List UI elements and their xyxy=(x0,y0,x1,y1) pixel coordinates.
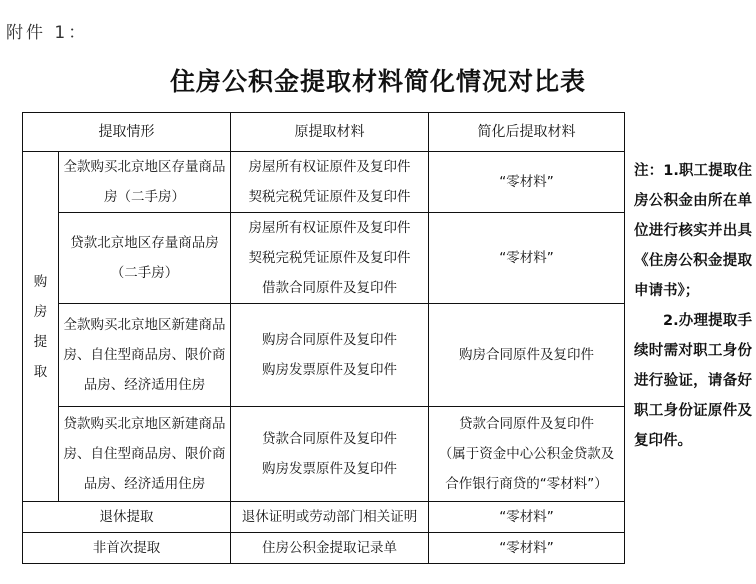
material-line: （属于资金中心公积金贷款及 xyxy=(438,446,615,462)
scenario-cell: 非首次提取 xyxy=(23,533,231,564)
category-purchase xyxy=(23,152,59,502)
original-materials-cell: 退休证明或劳动部门相关证明 xyxy=(231,502,429,533)
scenario-cell: 贷款北京地区存量商品房（二手房） xyxy=(59,213,231,304)
category-purchase-label xyxy=(23,267,58,387)
material-line: 合作银行商贷的“零材料”） xyxy=(445,476,608,492)
material-line: “零材料” xyxy=(499,174,554,190)
original-materials-cell xyxy=(231,152,429,213)
header-scenario: 提取情形 xyxy=(23,113,231,152)
attachment-label: 附件 1： xyxy=(6,23,89,43)
material-line: 借款合同原件及复印件 xyxy=(262,280,397,296)
original-materials-cell xyxy=(231,407,429,502)
material-line: 购房合同原件及复印件 xyxy=(459,347,594,363)
category-char: 提 xyxy=(33,333,48,350)
material-line: 契税完税凭证原件及复印件 xyxy=(248,250,411,266)
original-materials-cell xyxy=(231,213,429,304)
simplified-materials-cell xyxy=(429,304,625,407)
comparison-table xyxy=(22,112,625,564)
table-row xyxy=(23,152,625,213)
original-materials-cell xyxy=(231,304,429,407)
material-line: 购房合同原件及复印件 xyxy=(262,332,397,348)
header-simplified-materials: 简化后提取材料 xyxy=(429,113,625,152)
category-char: 取 xyxy=(33,363,48,380)
table-row xyxy=(23,533,625,564)
scenario-cell: 全款购买北京地区存量商品房（二手房） xyxy=(59,152,231,213)
material-line: 贷款合同原件及复印件 xyxy=(262,431,397,447)
note-paragraph: 2.办理提取手续时需对职工身份进行验证，请备好职工身份证原件及复印件。 xyxy=(634,313,752,449)
table-row xyxy=(23,407,625,502)
side-note xyxy=(634,156,752,456)
table-row xyxy=(23,213,625,304)
table-row xyxy=(23,502,625,533)
simplified-materials-cell xyxy=(429,213,625,304)
simplified-materials-cell: “零材料” xyxy=(429,502,625,533)
material-line: “零材料” xyxy=(499,250,554,266)
category-char: 购 xyxy=(33,273,48,290)
category-char: 房 xyxy=(33,303,48,320)
simplified-materials-cell xyxy=(429,152,625,213)
scenario-cell: 贷款购买北京地区新建商品房、自住型商品房、限价商品房、经济适用住房 xyxy=(59,407,231,502)
material-line: 契税完税凭证原件及复印件 xyxy=(248,189,411,205)
material-line: 房屋所有权证原件及复印件 xyxy=(248,159,411,175)
header-original-materials: 原提取材料 xyxy=(231,113,429,152)
table-header-row xyxy=(23,113,625,152)
material-line: 购房发票原件及复印件 xyxy=(262,461,397,477)
scenario-cell: 全款购买北京地区新建商品房、自住型商品房、限价商品房、经济适用住房 xyxy=(59,304,231,407)
material-line: 房屋所有权证原件及复印件 xyxy=(248,220,411,236)
document-title: 住房公积金提取材料简化情况对比表 xyxy=(169,67,586,96)
simplified-materials-cell xyxy=(429,407,625,502)
note-paragraph: 注：1.职工提取住房公积金由所在单位进行核实并出具《住房公积金提取申请书》； xyxy=(634,163,752,299)
original-materials-cell: 住房公积金提取记录单 xyxy=(231,533,429,564)
material-line: 购房发票原件及复印件 xyxy=(262,362,397,378)
simplified-materials-cell: “零材料” xyxy=(429,533,625,564)
material-line: 贷款合同原件及复印件 xyxy=(459,416,594,432)
scenario-cell: 退休提取 xyxy=(23,502,231,533)
table-row xyxy=(23,304,625,407)
